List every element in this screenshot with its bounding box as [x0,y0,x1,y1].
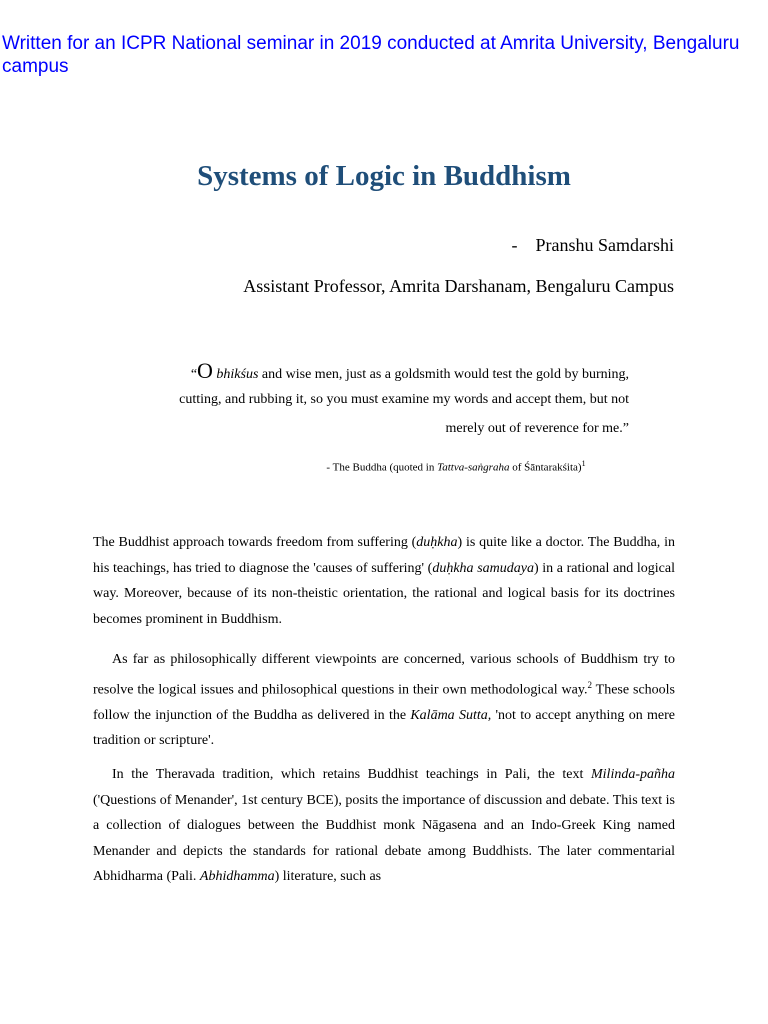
epigraph-attribution [0,459,768,474]
epigraph-initial: O [197,358,213,383]
author-affiliation: Assistant Professor, Amrita Darshanam, Bengaluru Campus [243,276,674,296]
p3-text-3: ) literature, such as [274,869,382,884]
p1-text-2: ) is quite like a doctor. The Buddha, in his teachings, has tried to diagnose the 'causes of suffering' ( [93,535,675,576]
attribution-prefix: - The Buddha (quoted in [326,461,438,474]
footnote-ref-1[interactable]: 1 [581,459,586,468]
epigraph-line-2: cutting, and rubbing it, so you must examine my words and accept them, but not [179,392,629,407]
p1-term-samudaya: duḥkha samudaya [432,560,534,576]
body-paragraph-2 [93,647,675,754]
author-line [512,235,675,256]
body-paragraph-3 [93,762,675,890]
p2-text-3: 'not to accept anything on mere tradition or scripture'. [93,707,675,749]
seminar-note: Written for an ICPR National seminar in 2019 conducted at Amrita University, Bengaluru campus [2,33,740,77]
attribution-middle: of [509,461,525,474]
p2-text-1: As far as philosophically different viewpoints are concerned, various schools of Buddhism try to resolve the logical issues and philosophical questions in their own methodological way. [93,652,675,698]
p1-term-dukkha: duḥkha [416,535,458,550]
p1-text-1: The Buddhist approach towards freedom from suffering ( [93,535,417,550]
p3-text-1: In the Theravada tradition, which retains Buddhist teachings in Pali, the text [112,767,591,782]
attribution-author: Śāntarakśita) [524,461,582,474]
attribution-work: Tattva-saṅgraha [437,461,510,474]
bhiksus-term: bhikśus [216,367,259,382]
author-dash: - [511,235,518,255]
footnote-ref-2[interactable]: 2 [587,679,592,690]
p3-term-abhidhamma: Abhidhamma [199,869,275,884]
epigraph-line-1-text: and wise men, just as a goldsmith would test the gold by burning, [258,367,629,382]
p2-term-kalama-sutta: Kalāma Sutta, [410,707,492,723]
body-paragraph-1 [93,530,675,632]
epigraph-line-3: merely out of reverence for me.” [445,421,629,436]
open-quote-mark: “ [190,367,198,382]
p3-text-2: ('Questions of Menander', 1st century BCE), posits the importance of discussion and debate. This text is a collection of dialogues between the Buddhist monk Nāgasena and an Indo-Greek King named Menander and depicts the standards for rational debate among Buddhists. The later commentarial Abhidharma (Pali. [93,792,675,884]
author-name: Pranshu Samdarshi [535,235,674,255]
p1-text-3: ) in a rational and logical way. Moreover, because of its non-theistic orientation, the rational and logical basis for its doctrines becomes prominent in Buddhism. [93,560,675,627]
epigraph-line-1 [120,356,629,385]
p2-text-2: These schools follow the injunction of the Buddha as delivered in the [93,682,675,723]
page-title: Systems of Logic in Buddhism [197,160,571,192]
epigraph-quote [120,356,629,443]
p3-term-milinda-panha: Milinda-pañha [591,767,675,782]
